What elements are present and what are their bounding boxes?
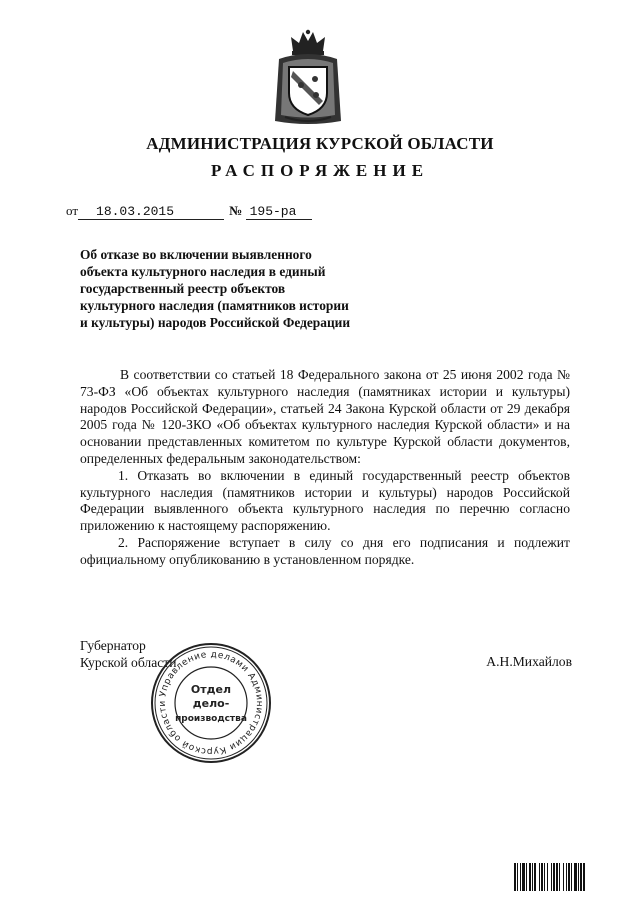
barcode-bar (544, 863, 545, 891)
barcode-bar (539, 863, 540, 891)
body-intro: В соответствии со статьей 18 Федерального закона от 25 июня 2002 года № 73-ФЗ «Об объектах культурного наследия (памятниках истории и культуры) народов Российской Федерации», статьей 24 Закона Курской области от 29 декабря 2005 года № 120-ЗКО «Об объектах культурного наследия Курской области» и на основании представленных комитетом по культуре Курской области документов, определенных федеральным законодательством: (80, 367, 570, 466)
organization-title: АДМИНИСТРАЦИЯ КУРСКОЙ ОБЛАСТИ (146, 134, 494, 153)
barcode-bar (563, 863, 564, 891)
barcode-bar (532, 863, 533, 891)
barcode-bar (571, 863, 572, 891)
barcode-bar (566, 863, 567, 891)
barcode-bar (551, 863, 552, 891)
subject-line: культурного наследия (памятников истории (80, 298, 349, 313)
stamp-center-text: Отдел (190, 683, 232, 696)
document-subject (80, 246, 400, 331)
barcode-bar (541, 863, 543, 891)
office-stamp (148, 640, 274, 766)
barcode-bar (526, 863, 527, 891)
body-item-2: 2. Распоряжение вступает в силу со дня его подписания и подлежит официальному опубликованию в установленном порядке. (80, 534, 570, 567)
subject-line: государственный реестр объектов (80, 281, 286, 296)
stamp-center-text: производства (175, 714, 247, 724)
stamp-ring-text: Управление делами Администрации Курской области (157, 649, 265, 757)
barcode-bar (583, 863, 585, 891)
barcode-bar (529, 863, 531, 891)
barcode-bar (559, 863, 560, 891)
coat-of-arms-icon (271, 29, 345, 127)
document-type: РАСПОРЯЖЕНИЕ (210, 161, 430, 180)
body-item-1: 1. Отказать во включении в единый государственный реестр объектов культурного наследия (памятников истории и культуры) народов Российской Федерации выявленного объекта культурного наследия по перечню согласно приложению к настоящему распоряжению. (80, 467, 570, 534)
document-meta (66, 203, 312, 220)
barcode-bar (574, 863, 577, 891)
signer-position-line: Курской области (80, 655, 177, 670)
subject-line: объекта культурного наследия в единый (80, 264, 326, 279)
barcode-bar (514, 863, 516, 891)
document-number: 195-ра (246, 204, 312, 220)
date-prefix: от (66, 203, 79, 218)
barcode-bar (522, 863, 525, 891)
barcode-bar (578, 863, 579, 891)
document-date: 18.03.2015 (78, 204, 224, 220)
signer-name: А.Н.Михайлов (486, 654, 572, 669)
barcode-icon (514, 863, 611, 891)
barcode-bar (517, 863, 518, 891)
barcode-bar (580, 863, 582, 891)
signer-position-line: Губернатор (80, 638, 146, 653)
document-body (80, 367, 570, 569)
number-label: № (229, 203, 243, 218)
stamp-center-text: дело- (192, 697, 230, 710)
barcode-bar (568, 863, 570, 891)
barcode-bar (556, 863, 558, 891)
subject-line: и культуры) народов Российской Федерации (80, 315, 351, 330)
subject-line: Об отказе во включении выявленного (80, 247, 312, 262)
barcode-bar (547, 863, 548, 891)
barcode-bar (520, 863, 521, 891)
barcode-bar (553, 863, 555, 891)
barcode-bar (534, 863, 536, 891)
